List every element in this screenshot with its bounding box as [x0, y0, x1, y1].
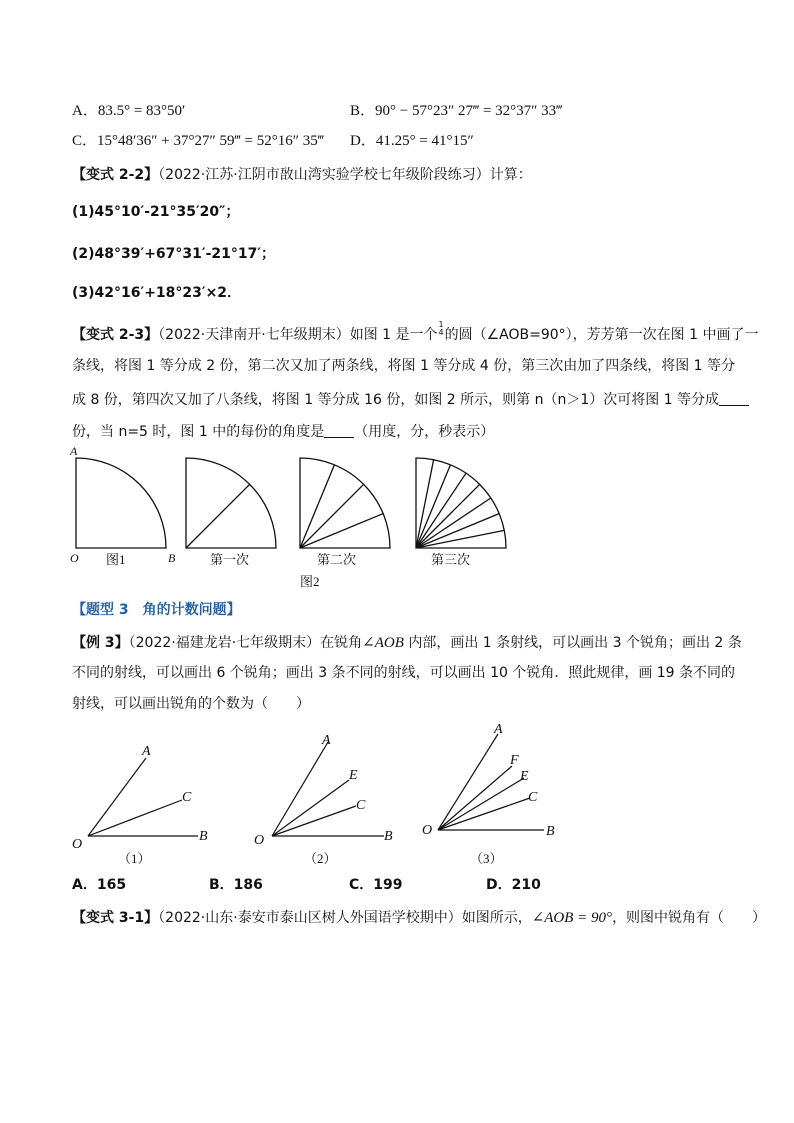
quarter-circle-figure — [68, 440, 520, 595]
fig1-label-c: C — [182, 790, 192, 805]
option-a: A．83.5° = 83°50′ — [72, 103, 186, 119]
fig-caption-1: （1） — [118, 851, 151, 866]
variant-3-1-line-1: 【变式 3-1】（2022·山东·泰安市泰山区树人外国语学校期中）如图所示，∠AOB = 90°，则图中锐角有（ ） — [72, 910, 767, 926]
option-b: B．90° − 57°23″ 27‴ = 32°37″ 33‴ — [350, 103, 563, 119]
variant-2-2-item-2: (2)48°39′+67°31′-21°17′； — [72, 246, 276, 262]
example-3-line-3: 射线，可以画出锐角的个数为（ ） — [72, 696, 310, 712]
variant-2-3-line-4: 份，当 n=5 时，图 1 中的每份的角度是 （用度，分，秒表示） — [72, 424, 495, 440]
variant-2-2-item-3: (3)42°16′+18°23′×2． — [72, 285, 242, 301]
fig2-label-b: B — [384, 829, 393, 844]
label-a: A — [70, 444, 78, 458]
fig2-label-c: C — [356, 798, 366, 813]
quarter-circle-1 — [76, 458, 166, 548]
fig-caption-2: （2） — [304, 851, 337, 866]
fig3-label-o: O — [422, 823, 433, 838]
example-3-option-d: D．210 — [486, 877, 541, 893]
label-b: B — [168, 551, 176, 565]
caption-fig2: 图2 — [300, 574, 320, 589]
fig-caption-3: （3） — [470, 851, 503, 866]
example-3-option-b: B．186 — [209, 877, 263, 893]
variant-2-2-header: 【变式 2-2】（2022·江苏·江阴市敔山湾实验学校七年级阶段练习）计算： — [72, 167, 532, 183]
example-3-option-a: A．165 — [72, 877, 127, 893]
rays-figure — [66, 718, 566, 868]
fig3-label-c: C — [528, 790, 538, 805]
variant-2-2-item-1: (1)45°10′-21°35′20″； — [72, 204, 240, 220]
example-3-option-c: C．199 — [349, 877, 403, 893]
fraction-one-quarter: 1 4 — [438, 320, 444, 337]
fig3-label-b: B — [546, 824, 555, 839]
fig1-label-a: A — [142, 744, 151, 759]
caption-third: 第三次 — [431, 552, 471, 567]
variant-2-3-line-2: 条线，将图 1 等分成 2 份，第二次又加了两条线，将图 1 等分成 4 份，第三次由加了四条线，将图 1 等分 — [72, 358, 736, 374]
fig2-label-a: A — [322, 733, 331, 748]
example-3-line-1: 【例 3】（2022·福建龙岩·七年级期末）在锐角∠AOB 内部，画出 1 条射线，可以画出 3 个锐角；画出 2 条 — [72, 635, 742, 651]
caption-second: 第二次 — [317, 552, 357, 567]
variant-2-3-line-1: 【变式 2-3】（2022·天津南开·七年级期末）如图 1 是一个 1 4 的圆（∠AOB=90°），芳芳第一次在图 1 中画了一 — [72, 320, 759, 343]
fig1-label-b: B — [199, 829, 208, 844]
fig3-label-a: A — [494, 722, 503, 737]
caption-first: 第一次 — [210, 552, 250, 567]
option-d: D．41.25° = 41°15″ — [350, 133, 474, 149]
answer-blank-1[interactable] — [719, 391, 749, 406]
answer-blank-2[interactable] — [324, 423, 354, 438]
option-c: C．15°48′36″ + 37°27″ 59‴ = 52°16″ 35‴ — [72, 133, 324, 149]
fig3-label-e: E — [520, 769, 529, 784]
example-3-line-2: 不同的射线，可以画出 6 个锐角；画出 3 条不同的射线，可以画出 10 个锐角．照此规律，画 19 条不同的 — [72, 665, 736, 681]
fig3-label-f: F — [510, 753, 519, 768]
section-title-type3: 【题型 3 角的计数问题】 — [72, 602, 241, 618]
caption-fig1: 图1 — [106, 552, 126, 567]
variant-2-3-line-3: 成 8 份，第四次又加了八条线，将图 1 等分成 16 份，如图 2 所示，则第 n（n＞1）次可将图 1 等分成 — [72, 391, 749, 409]
label-o: O — [70, 551, 79, 565]
fig2-label-o: O — [254, 833, 265, 848]
fig2-label-e: E — [349, 768, 358, 783]
fig1-label-o: O — [72, 837, 83, 852]
